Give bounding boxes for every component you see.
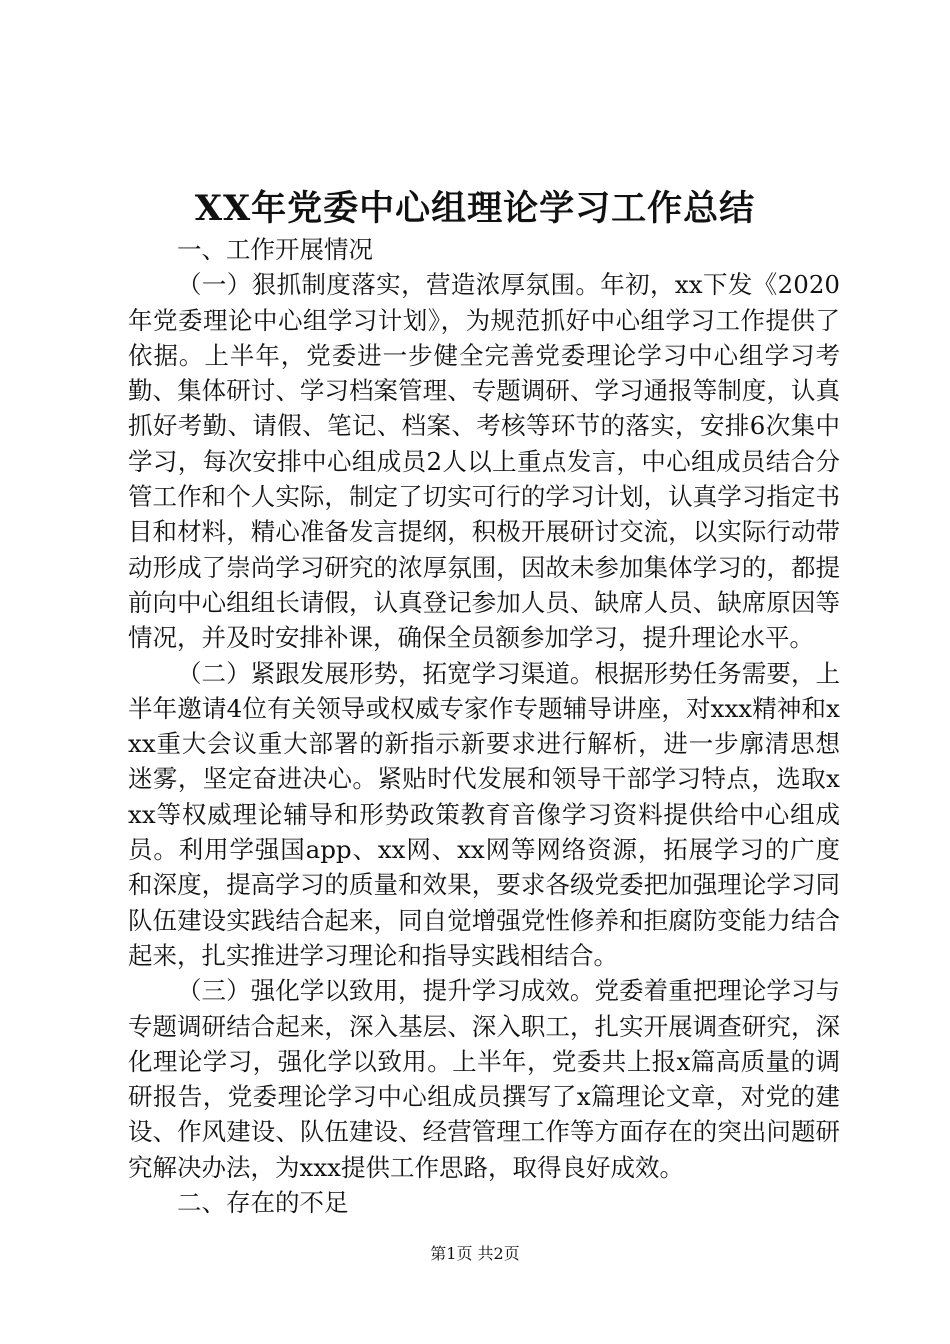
document-body — [128, 232, 840, 1220]
page-footer: 第1页 共2页 — [430, 1244, 520, 1263]
paragraph-learning-channels: （二）紧跟发展形势，拓宽学习渠道。根据形势任务需要，上半年邀请4位有关领导或权威专家作专题辅导讲座，对xxx精神和xxx重大会议重大部署的新指示新要求进行解析，进一步廓清思想迷雾，坚定奋进决心。紧贴时代发展和领导干部学习特点，选取xxx等权威理论辅导和形势政策教育音像学习资料提供给中心组成员。利用学强国app、xx网、xx网等网络资源，拓展学习的广度和深度，提高学习的质量和效果，要求各级党委把加强理论学习同队伍建设实践结合起来，同自觉增强党性修养和拒腐防变能力结合起来，扎实推进学习理论和指导实践相结合。 — [128, 658, 840, 970]
document-title: XX年党委中心组理论学习工作总结 — [194, 188, 756, 229]
section-heading-shortcomings: 二、存在的不足 — [177, 1188, 349, 1218]
paragraph-system-implementation: （一）狠抓制度落实，营造浓厚氛围。年初，xx下发《2020年党委理论中心组学习计划》，为规范抓好中心组学习工作提供了依据。上半年，党委进一步健全完善党委理论学习中心组学习考勤、集体研讨、学习档案管理、专题调研、学习通报等制度，认真抓好考勤、请假、笔记、档案、考核等环节的落实，安排6次集中学习，每次安排中心组成员2人以上重点发言，中心组成员结合分管工作和个人实际，制定了切实可行的学习计划，认真学习指定书目和材料，精心准备发言提纲，积极开展研讨交流，以实际行动带动形成了崇尚学习研究的浓厚氛围，因故未参加集体学习的，都提前向中心组组长请假，认真登记参加人员、缺席人员、缺席原因等情况，并及时安排补课，确保全员额参加学习，提升理论水平。 — [128, 270, 840, 653]
section-heading-work-progress: 一、工作开展情况 — [177, 235, 373, 264]
paragraph-learning-results: （三）强化学以致用，提升学习成效。党委着重把理论学习与专题调研结合起来，深入基层、深入职工，扎实开展调查研究，深化理论学习，强化学以致用。上半年，党委共上报x篇高质量的调研报告，党委理论学习中心组成员撰写了x篇理论文章，对党的建设、作风建设、队伍建设、经营管理工作等方面存在的突出问题研究解决办法，为xxx提供工作思路，取得良好成效。 — [128, 976, 840, 1182]
